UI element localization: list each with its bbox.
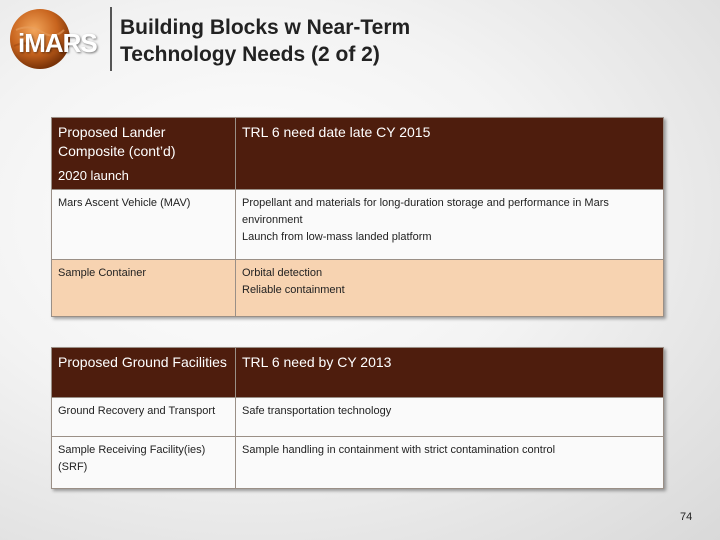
row-detail	[236, 190, 664, 260]
imars-logo	[6, 6, 102, 72]
table-header-row	[52, 118, 664, 190]
header-left-subtext: 2020 launch	[58, 168, 129, 183]
header-left-text: Proposed Lander Composite (cont’d)	[58, 124, 176, 159]
table-row	[52, 398, 664, 437]
row-label: Sample Container	[52, 260, 236, 317]
row-detail	[236, 260, 664, 317]
lander-composite-table	[51, 117, 664, 317]
header-cell-left	[52, 118, 236, 190]
row-detail	[236, 398, 664, 437]
table-row	[52, 190, 664, 260]
detail-line: Safe transportation technology	[242, 405, 392, 417]
title-line-2: Technology Needs (2 of 2)	[120, 43, 380, 66]
page-title	[120, 14, 410, 68]
title-line-1: Building Blocks w Near-Term	[120, 16, 411, 39]
header-cell-right: TRL 6 need date late CY 2015	[236, 118, 664, 190]
table-row	[52, 260, 664, 317]
row-label: Ground Recovery and Transport	[52, 398, 236, 437]
row-label: Sample Receiving Facility(ies) (SRF)	[52, 437, 236, 489]
title-divider	[110, 7, 112, 71]
table-row	[52, 437, 664, 489]
detail-line: Propellant and materials for long-duration storage and performance in Mars environment	[242, 197, 609, 226]
logo-text: iMARS	[18, 28, 97, 58]
detail-line: Orbital detection	[242, 267, 323, 279]
row-label: Mars Ascent Vehicle (MAV)	[52, 190, 236, 260]
row-detail	[236, 437, 664, 489]
table-header-row	[52, 348, 664, 398]
header-cell-left: Proposed Ground Facilities	[52, 348, 236, 398]
detail-line: Launch from low-mass landed platform	[242, 231, 432, 243]
header-cell-right: TRL 6 need by CY 2013	[236, 348, 664, 398]
detail-line: Sample handling in containment with strict contamination control	[242, 444, 556, 456]
detail-line: Reliable containment	[242, 284, 345, 296]
page-number: 74	[680, 511, 693, 523]
ground-facilities-table	[51, 347, 664, 489]
